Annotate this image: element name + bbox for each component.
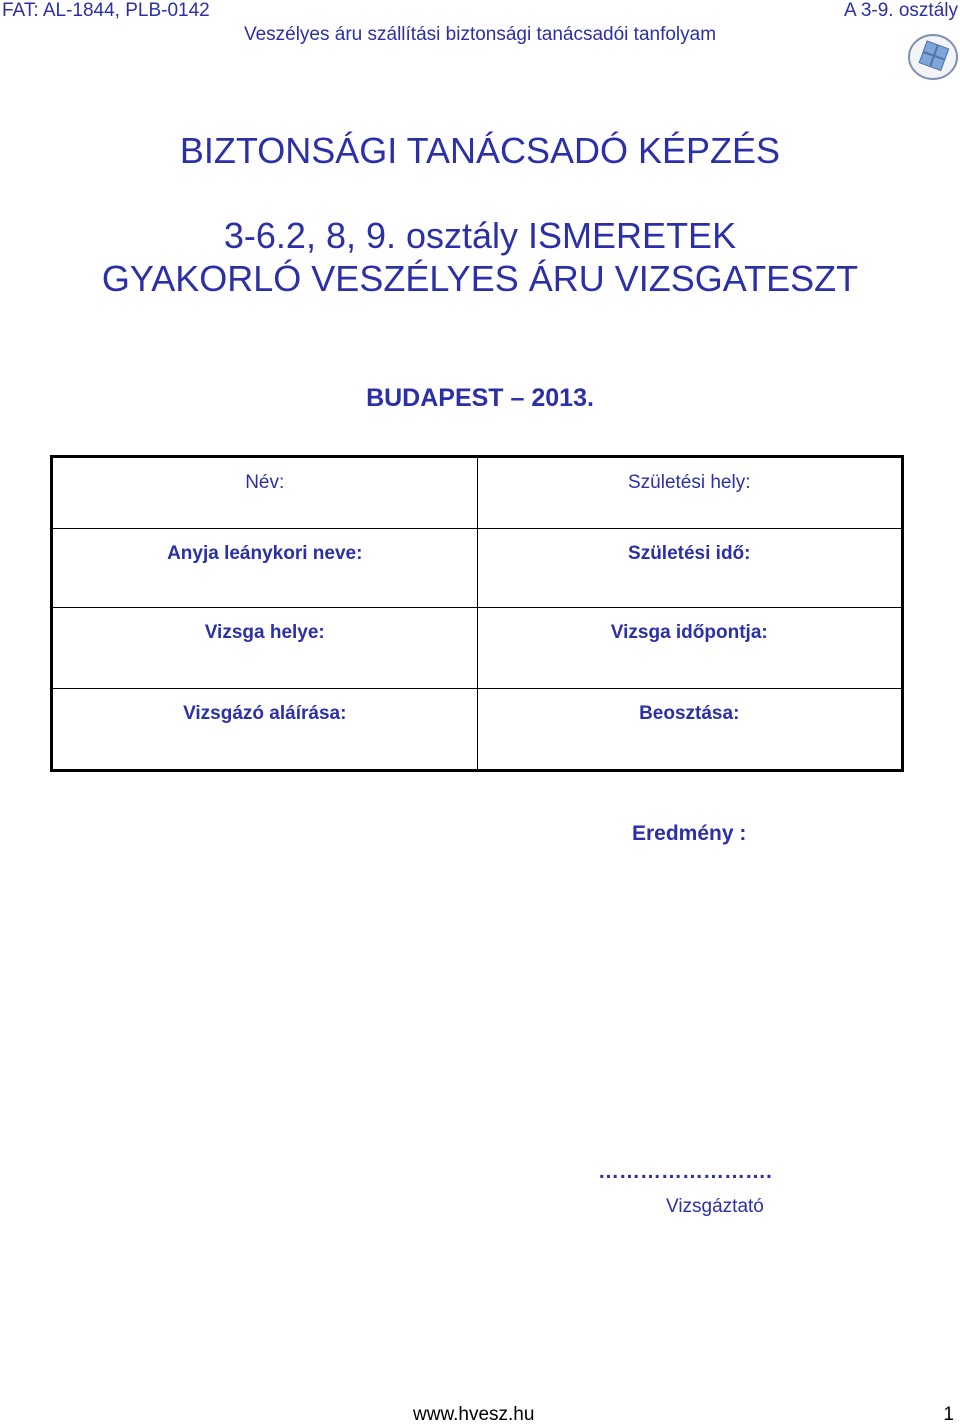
page-number: 1 <box>943 1404 954 1425</box>
subtitle-line-1: 3-6.2, 8, 9. osztály ISMERETEK <box>223 215 737 256</box>
form-cell-position[interactable]: Beosztása: <box>477 689 903 771</box>
place-year: BUDAPEST – 2013. <box>366 384 594 412</box>
form-row <box>52 529 903 608</box>
header-code: FAT: AL-1844, PLB-0142 <box>2 0 210 21</box>
result-label: Eredmény : <box>632 822 747 845</box>
header-course: Veszélyes áru szállítási biztonsági tanácsadói tanfolyam <box>243 24 717 45</box>
exam-form-table <box>50 455 904 772</box>
footer-url: www.hvesz.hu <box>413 1404 535 1425</box>
form-cell-mother-name[interactable]: Anyja leánykori neve: <box>52 529 478 608</box>
form-cell-exam-place[interactable]: Vizsga helye: <box>52 608 478 689</box>
subtitle-line-2: GYAKORLÓ VESZÉLYES ÁRU VIZSGATESZT <box>101 258 859 299</box>
form-cell-signature[interactable]: Vizsgázó aláírása: <box>52 689 478 771</box>
form-cell-exam-time[interactable]: Vizsga időpontja: <box>477 608 903 689</box>
header-class: A 3-9. osztály <box>843 0 958 21</box>
form-cell-birthdate[interactable]: Születési idő: <box>477 529 903 608</box>
examiner-label: Vizsgáztató <box>666 1196 764 1217</box>
page-title: BIZTONSÁGI TANÁCSADÓ KÉPZÉS <box>179 130 781 171</box>
company-logo-icon <box>906 32 960 82</box>
form-row <box>52 457 903 529</box>
form-cell-birthplace[interactable]: Születési hely: <box>477 457 903 529</box>
form-row <box>52 608 903 689</box>
form-row <box>52 689 903 771</box>
page-subtitle <box>0 214 960 300</box>
form-cell-name[interactable]: Név: <box>52 457 478 529</box>
signature-line: ……………………. <box>598 1160 772 1183</box>
